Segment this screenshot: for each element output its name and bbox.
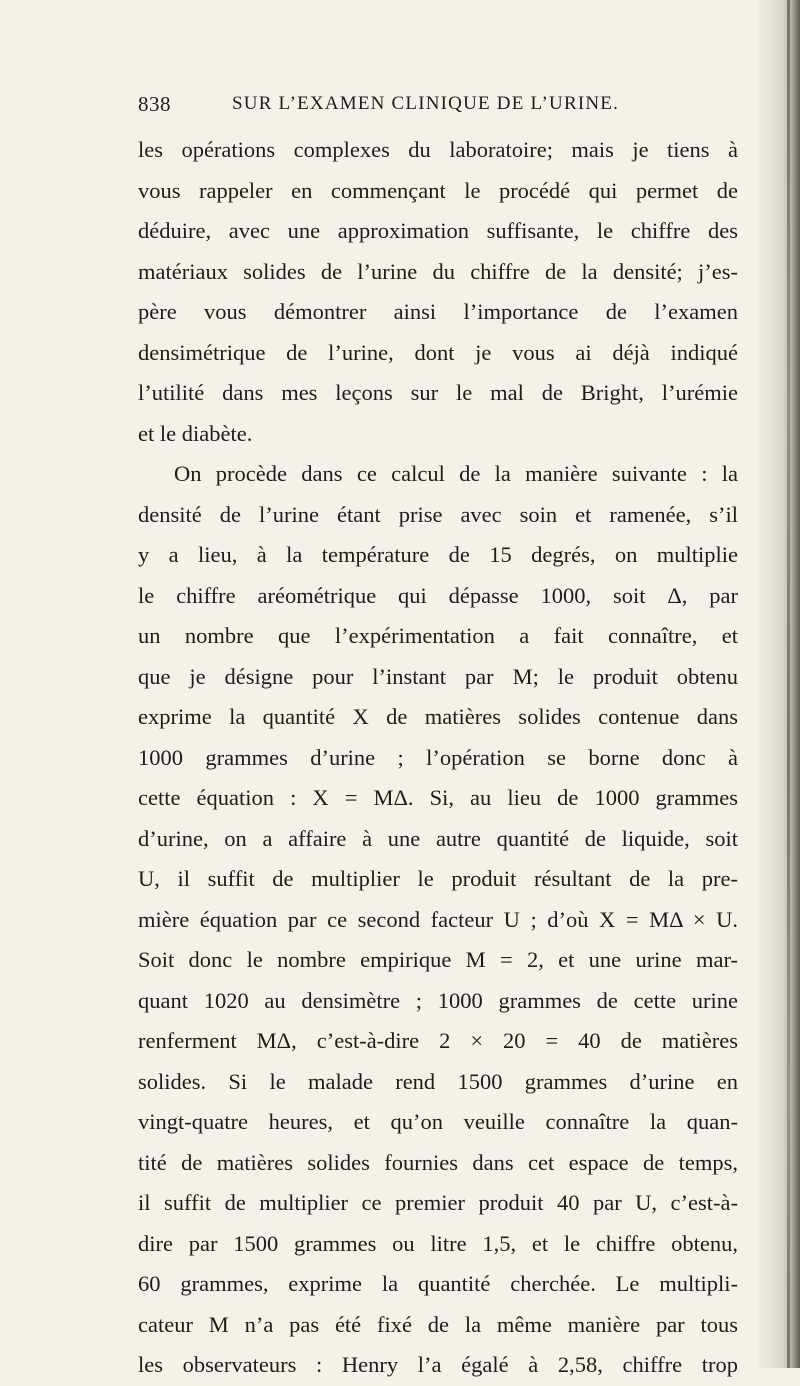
text-line: 1000 grammes d’urine ; l’opération se borne donc à	[138, 744, 738, 770]
text-line: vous rappeler en commençant le procédé qui permet de	[138, 177, 738, 203]
text-line: densité de l’urine étant prise avec soin et ramenée, s’il	[138, 501, 738, 527]
text-line: solides. Si le malade rend 1500 grammes d’urine en	[138, 1068, 738, 1094]
text-line: Soit donc le nombre empirique M = 2, et une urine mar-	[138, 947, 738, 972]
page-edge-shadow	[758, 0, 800, 1368]
text-line: et le diabète.	[138, 420, 253, 446]
text-line: vingt-quatre heures, et qu’on veuille connaître la quan-	[138, 1109, 738, 1134]
text-line: 60 grammes, exprime la quantité cherchée. Le multipli-	[138, 1271, 738, 1296]
text-line: On procède dans ce calcul de la manière suivante : la	[174, 461, 738, 486]
text-line: cateur M n’a pas été fixé de la même manière par tous	[138, 1311, 738, 1337]
page-number: 838	[138, 92, 171, 116]
text-line: tité de matières solides fournies dans cet espace de temps,	[138, 1149, 738, 1175]
running-head	[138, 92, 738, 122]
text-line: matériaux solides de l’urine du chiffre de la densité; j’es-	[138, 258, 738, 284]
text-line: le chiffre aréométrique qui dépasse 1000, soit Δ, par	[138, 582, 738, 608]
text-line: exprime la quantité X de matières solides contenue dans	[138, 704, 738, 729]
text-line: les observateurs : Henry l’a égalé à 2,58, chiffre trop	[138, 1352, 738, 1377]
binding-edge-line	[787, 0, 790, 1368]
text-line: il suffit de multiplier ce premier produit 40 par U, c’est-à-	[138, 1190, 738, 1215]
text-line: y a lieu, à la température de 15 degrés, on multiplie	[138, 542, 738, 567]
text-line: U, il suffit de multiplier le produit résultant de la pre-	[138, 866, 738, 891]
text-line: les opérations complexes du laboratoire; mais je tiens à	[138, 137, 738, 162]
body-text	[138, 130, 738, 1386]
text-line: que je désigne pour l’instant par M; le produit obtenu	[138, 663, 738, 689]
text-line: d’urine, on a affaire à une autre quantité de liquide, soit	[138, 825, 738, 851]
text-line: quant 1020 au densimètre ; 1000 grammes de cette urine	[138, 987, 738, 1013]
running-title: SUR L’EXAMEN CLINIQUE DE L’URINE.	[232, 93, 620, 114]
text-line: père vous démontrer ainsi l’importance de l’examen	[138, 299, 738, 324]
text-line: déduire, avec une approximation suffisante, le chiffre des	[138, 218, 738, 243]
text-line: l’utilité dans mes leçons sur le mal de Bright, l’urémie	[138, 380, 738, 405]
text-line: dire par 1500 grammes ou litre 1,5, et le chiffre obtenu,	[138, 1230, 738, 1256]
text-line: cette équation : X = MΔ. Si, au lieu de 1000 grammes	[138, 785, 738, 810]
text-line: renferment MΔ, c’est-à-dire 2 × 20 = 40 de matières	[138, 1028, 738, 1053]
text-line: mière équation par ce second facteur U ; d’où X = MΔ × U.	[138, 906, 738, 932]
text-line: densimétrique de l’urine, dont je vous ai déjà indiqué	[138, 339, 738, 365]
text-line: un nombre que l’expérimentation a fait connaître, et	[138, 623, 738, 648]
